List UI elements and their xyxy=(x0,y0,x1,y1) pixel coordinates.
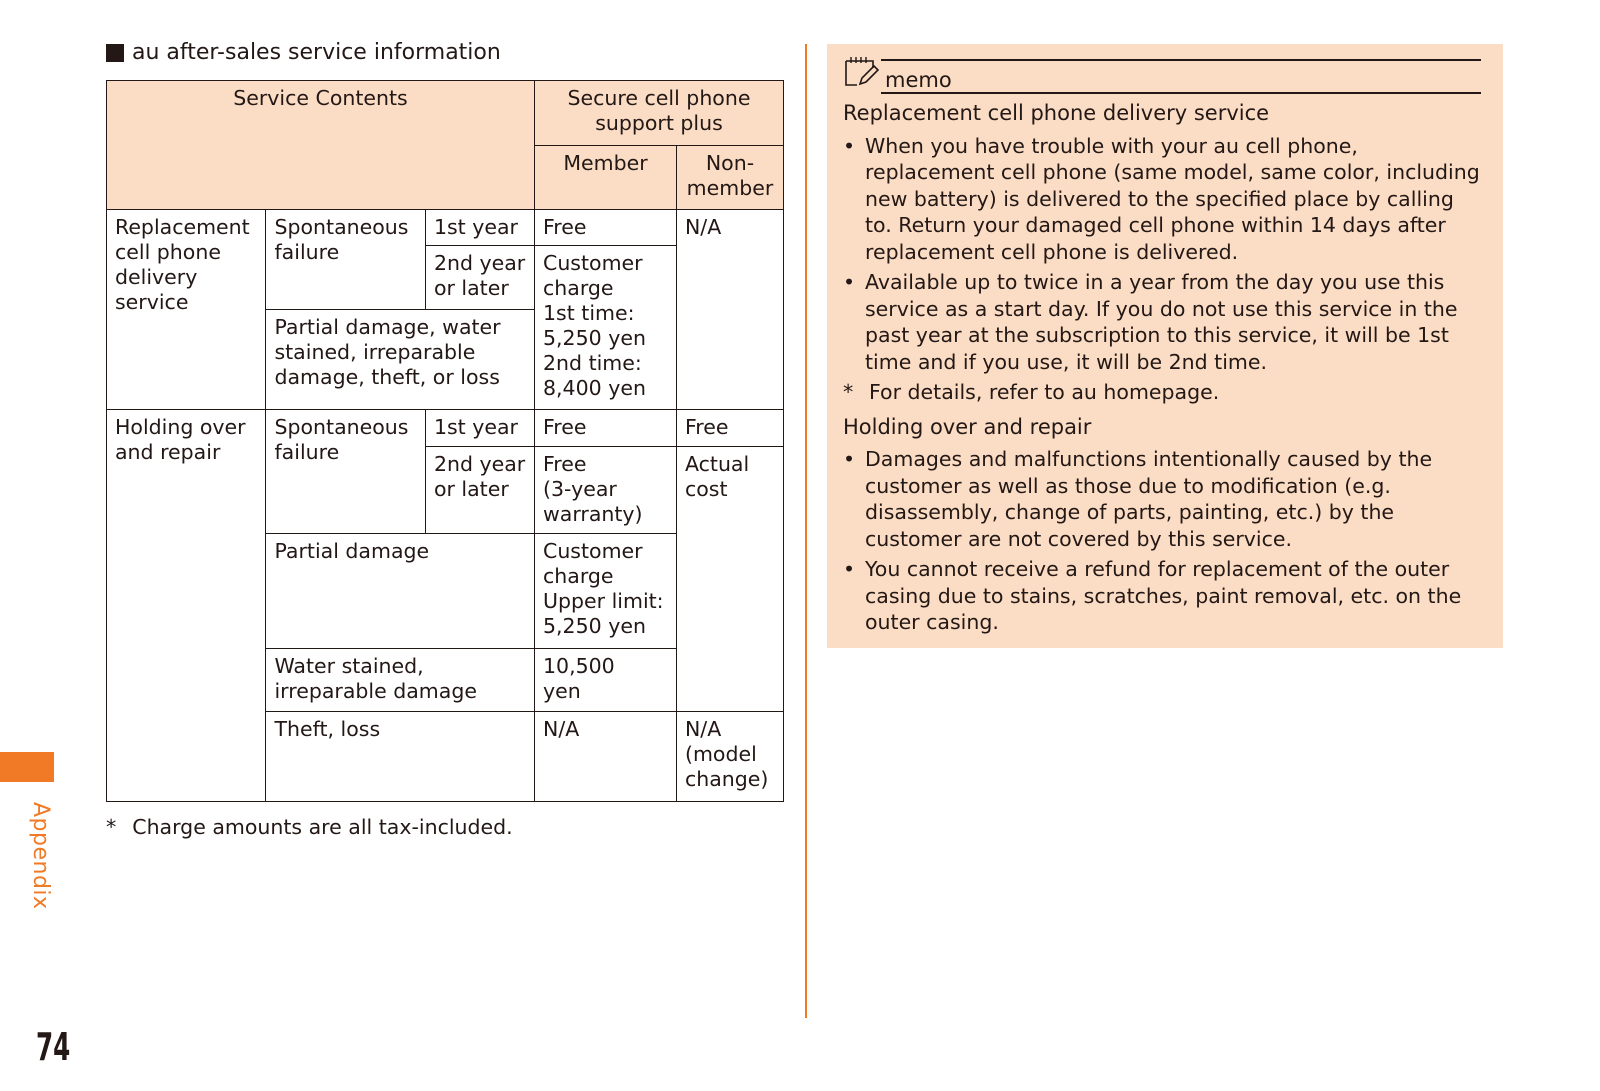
service-table xyxy=(106,80,784,802)
memo-section1-list xyxy=(843,133,1483,376)
holding-partial-member: Customer charge Upper limit: 5,250 yen xyxy=(535,534,677,648)
holding-year1: 1st year xyxy=(425,409,534,446)
section-title-text: au after-sales service information xyxy=(132,40,501,65)
memo-note xyxy=(843,379,1483,406)
holding-year1-nonmember: Free xyxy=(676,409,783,446)
sidebar-tab xyxy=(0,752,54,782)
footnote-mark: * xyxy=(106,815,117,839)
replacement-charge: Customer charge 1st time: 5,250 yen 2nd time: 8,400 yen xyxy=(535,246,677,409)
memo-section2-title: Holding over and repair xyxy=(843,414,1092,439)
replacement-year1-member: Free xyxy=(535,209,677,246)
list-item xyxy=(843,446,1483,552)
note-text: For details, refer to au homepage. xyxy=(869,380,1220,404)
replacement-partial: Partial damage, water stained, irreparable damage, theft, or loss xyxy=(266,309,535,409)
holding-water-member: 10,500 yen xyxy=(535,648,677,711)
memo-section2-list xyxy=(843,446,1483,636)
column-divider xyxy=(805,44,807,1018)
bullet-icon: • xyxy=(843,133,856,158)
list-item xyxy=(843,269,1483,375)
list-item-text: Damages and malfunctions intentionally caused by the customer as well as those due to modification (e.g. disassembly, change of parts, painting, etc.) by the customer are not covered by this service. xyxy=(865,447,1433,551)
header-plan: Secure cell phone support plus xyxy=(535,81,784,146)
holding-spontaneous: Spontaneous failure xyxy=(266,409,425,534)
list-item-text: When you have trouble with your au cell phone, replacement cell phone (same model, same color, including new battery) is delivered to the specified place by calling to. Return your damaged cell phone within 14 days after replacement cell phone is delivered. xyxy=(865,133,1480,264)
replacement-year1: 1st year xyxy=(425,209,534,246)
holding-theft-member: N/A xyxy=(535,712,677,802)
list-item xyxy=(843,133,1483,266)
memo-section1-title: Replacement cell phone delivery service xyxy=(843,101,1270,125)
section-title xyxy=(106,40,501,65)
holding-year2: 2nd year or later xyxy=(425,446,534,534)
bullet-icon: • xyxy=(843,447,856,471)
holding-theft: Theft, loss xyxy=(266,712,535,802)
holding-partial: Partial damage xyxy=(266,534,535,648)
memo-rule-bottom xyxy=(881,92,1481,94)
list-item-text: Available up to twice in a year from the day you use this service as a start day. If you do not use this service in the past year at the subscription to this service, it will be 1st time and if you use, it will be 2nd time. xyxy=(865,270,1458,374)
holding-theft-nonmember: N/A (model change) xyxy=(676,712,783,802)
header-service-contents: Service Contents xyxy=(107,81,535,210)
list-item xyxy=(843,556,1483,636)
memo-label: memo xyxy=(885,68,952,92)
holding-year2-member: Free (3-year warranty) xyxy=(535,446,677,534)
holding-actual-cost: Actual cost xyxy=(676,446,783,712)
holding-water: Water stained, irreparable damage xyxy=(266,648,535,711)
memo-header xyxy=(843,54,1481,92)
footnote xyxy=(106,815,513,839)
holding-label: Holding over and repair xyxy=(107,409,266,801)
replacement-nonmember: N/A xyxy=(676,209,783,409)
table-row xyxy=(107,409,784,446)
memo-body xyxy=(843,100,1483,640)
memo-panel xyxy=(827,44,1503,648)
bullet-icon: • xyxy=(843,270,856,294)
replacement-label: Replacement cell phone delivery service xyxy=(107,209,266,409)
square-bullet-icon xyxy=(106,44,124,62)
table-row xyxy=(107,81,784,146)
replacement-year2: 2nd year or later xyxy=(425,246,534,309)
header-member: Member xyxy=(535,146,677,209)
note-mark: * xyxy=(843,380,854,404)
footnote-text: Charge amounts are all tax-included. xyxy=(132,815,513,839)
page-number: 74 xyxy=(36,1025,71,1069)
bullet-icon: • xyxy=(843,557,856,581)
table-row xyxy=(107,209,784,246)
sidebar-label: Appendix xyxy=(28,802,53,910)
replacement-spontaneous: Spontaneous failure xyxy=(266,209,425,309)
header-nonmember: Non- member xyxy=(676,146,783,209)
memo-pencil-icon xyxy=(843,54,879,88)
memo-rule-top xyxy=(881,59,1481,61)
holding-year1-member: Free xyxy=(535,409,677,446)
list-item-text: You cannot receive a refund for replacement of the outer casing due to stains, scratches, paint removal, etc. on the outer casing. xyxy=(865,557,1462,634)
